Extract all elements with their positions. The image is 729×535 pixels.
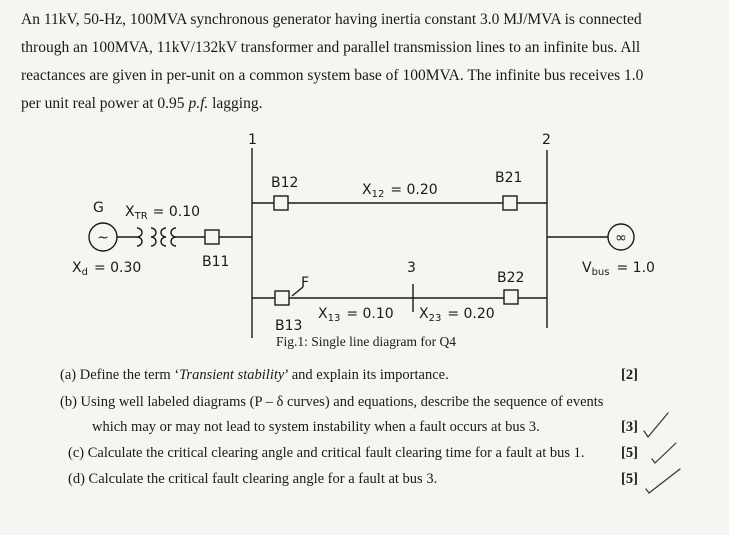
question-a-text-end: ’ and explain its importance.: [284, 367, 449, 383]
xtr-label: $X_{TR} = 0.10$: [125, 204, 201, 222]
marks-a: [2]: [621, 367, 638, 383]
b11-label: B11: [202, 254, 230, 270]
question-b-continued: which may or may not lead to system instability when a fault occurs at bus 3.: [92, 419, 540, 435]
question-a: [60, 367, 449, 384]
question-d-text: Calculate the critical fault clearing angle for a fault at bus 3.: [88, 471, 438, 487]
question-d-letter: (d): [68, 471, 85, 487]
x13-label: $X_{13} = 0.10$: [318, 306, 394, 324]
fault-label: F: [301, 275, 310, 291]
question-b-letter: (b): [60, 394, 77, 410]
question-b-text: Using well labeled diagrams (P – δ curves) and equations, describe the sequence of events: [80, 394, 604, 410]
intro-line-3: reactances are given in per-unit on a common system base of 100MVA. The infinite bus receives 1.0: [21, 67, 644, 84]
question-c-text: Calculate the critical clearing angle and critical fault clearing time for a fault at bus 1.: [87, 445, 585, 461]
breaker-b13: [275, 291, 289, 305]
infinite-symbol: ∞: [615, 230, 627, 246]
question-c-letter: (c): [68, 445, 85, 461]
x12-label: $X_{12} = 0.20$: [362, 182, 438, 200]
power-factor-term: p.f.: [188, 95, 209, 112]
vbus-label: $V_{bus} = 1.0$: [582, 260, 655, 278]
intro-line-4-end: lagging.: [208, 95, 263, 112]
intro-line-2: through an 100MVA, 11kV/132kV transformer and parallel transmission lines to an infinite bus. All: [21, 39, 641, 56]
bus-1-label: 1: [248, 132, 257, 148]
breaker-b12: [274, 196, 288, 210]
b21-label: B21: [495, 170, 523, 186]
question-a-text: Define the term ‘: [79, 367, 180, 383]
bus-2-label: 2: [542, 132, 551, 148]
breaker-b21: [503, 196, 517, 210]
question-c: [68, 445, 585, 462]
transformer-icon: [137, 228, 176, 246]
intro-line-4-text: per unit real power at 0.95: [21, 95, 189, 112]
question-a-term: Transient stability: [179, 367, 285, 383]
breaker-b22: [504, 290, 518, 304]
bus-3-label: 3: [407, 260, 416, 276]
question-a-letter: (a): [60, 367, 77, 383]
generator-symbol: ~: [97, 230, 109, 246]
marks-b: [3]: [621, 419, 638, 435]
b12-label: B12: [271, 175, 299, 191]
breaker-b11: [205, 230, 219, 244]
intro-line-1: An 11kV, 50-Hz, 100MVA synchronous generator having inertia constant 3.0 MJ/MVA is connected: [21, 11, 642, 28]
b13-label: B13: [275, 318, 303, 334]
figure-caption: Fig.1: Single line diagram for Q4: [276, 334, 456, 349]
generator-label: G: [93, 200, 104, 216]
b22-label: B22: [497, 270, 525, 286]
handwritten-checkmarks-icon: [640, 405, 690, 495]
question-b: [60, 394, 603, 411]
question-d: [68, 471, 437, 488]
xd-label: $X_d = 0.30$: [72, 260, 142, 278]
marks-c: [5]: [621, 445, 638, 461]
x23-label: $X_{23} = 0.20$: [419, 306, 495, 324]
marks-d: [5]: [621, 471, 638, 487]
